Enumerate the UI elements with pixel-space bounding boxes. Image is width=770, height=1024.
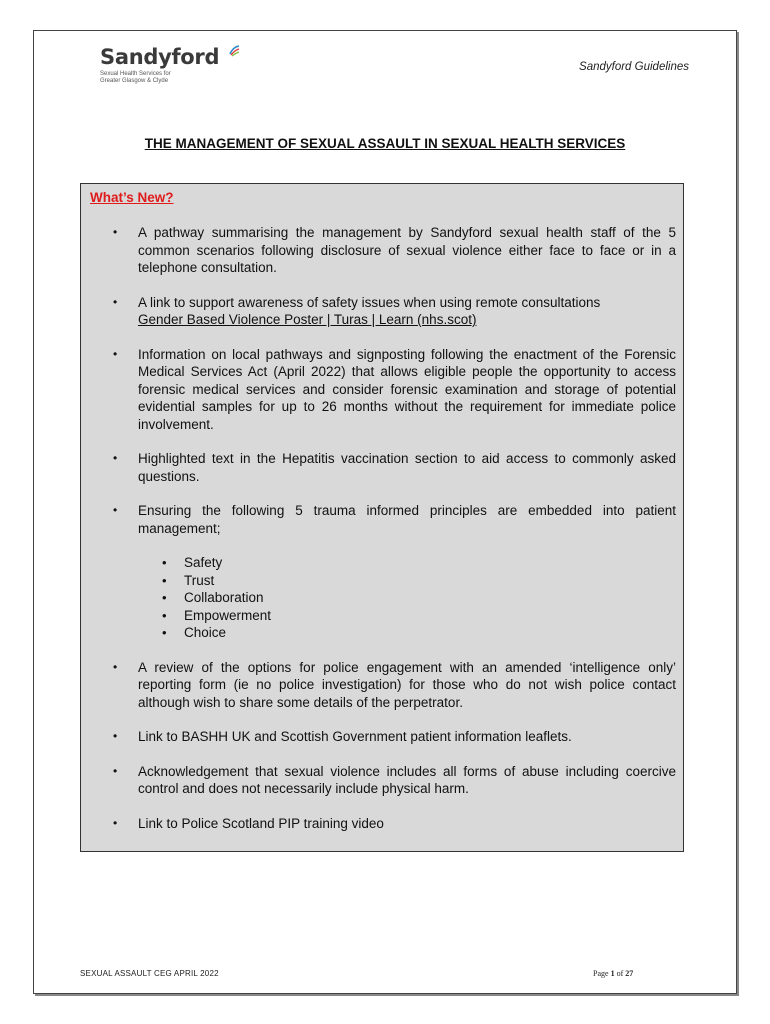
sub-list-item: • Empowerment [158, 607, 676, 625]
list-item-text: A review of the options for police engagement with an amended ‘intelligence only’ reporting form (ie no police investigation) for those who do not wish police contact although wish to share some details of the perpetrator. [138, 659, 676, 710]
list-item [111, 815, 676, 833]
trauma-principles-list [158, 554, 676, 642]
list-item [111, 659, 676, 712]
list-item [111, 728, 676, 746]
whats-new-heading: What’s New? [90, 190, 174, 205]
list-item-text: Acknowledgement that sexual violence includes all forms of abuse including coercive control and does not necessarily include physical harm. [138, 763, 676, 796]
logo-tagline: Sexual Health Services for Greater Glasgow & Clyde [100, 71, 171, 84]
list-item [111, 224, 676, 277]
footer-document-ref: SEXUAL ASSAULT CEG APRIL 2022 [80, 969, 219, 978]
list-item-text: Link to BASHH UK and Scottish Government patient information leaflets. [138, 729, 572, 744]
list-item [111, 502, 676, 642]
list-item-text: Ensuring the following 5 trauma informed principles are embedded into patient management; [138, 503, 676, 536]
header-guidelines-label: Sandyford Guidelines [579, 61, 689, 73]
list-item-text: Link to Police Scotland PIP training video [138, 815, 384, 831]
whats-new-list [111, 224, 676, 849]
list-item-text: Information on local pathways and signposting following the enactment of the Forensic Medical Services Act (April 2022) that allows eligible people the opportunity to access forensic medical services and consider forensic examination and storage of potential evidential samples for up to 26 months without the requirement for immediate police involvement. [138, 346, 676, 432]
gbv-poster-link[interactable]: Gender Based Violence Poster | Turas | Learn (nhs.scot) [138, 312, 477, 327]
document-title: THE MANAGEMENT OF SEXUAL ASSAULT IN SEXUAL HEALTH SERVICES [144, 136, 626, 151]
logo-wordmark: Sandyford [100, 45, 220, 69]
footer-page-number [593, 969, 633, 978]
sub-list-item: • Collaboration [158, 589, 676, 607]
page-current: 1 [610, 969, 615, 978]
page-label: Page [593, 969, 609, 978]
list-item-text: Highlighted text in the Hepatitis vaccination section to aid access to commonly asked questions. [138, 451, 676, 484]
sub-list-item: • Choice [158, 624, 676, 642]
page-total: 27 [625, 969, 634, 978]
list-item [111, 294, 676, 329]
whats-new-box [80, 183, 684, 852]
page-of-label: of [616, 969, 624, 978]
list-item-text: A pathway summarising the management by Sandyford sexual health staff of the 5 common scenarios following disclosure of sexual violence either face to face or in a telephone consultation. [138, 225, 676, 275]
sub-list-item: • Safety [158, 554, 676, 572]
list-item [111, 763, 676, 798]
list-item-text: A link to support awareness of safety issues when using remote consultations [138, 294, 601, 310]
list-item [111, 450, 676, 485]
logo-swirl-icon [227, 43, 241, 62]
sandyford-logo [100, 45, 241, 85]
list-item [111, 346, 676, 434]
sub-list-item: • Trust [158, 572, 676, 590]
